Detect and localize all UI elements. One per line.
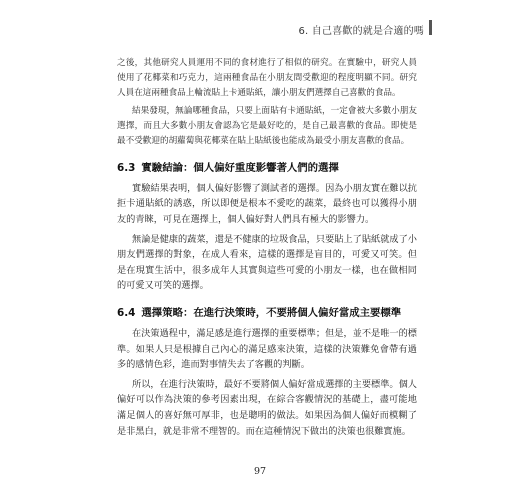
running-header: 6. 自己喜歡的就是合適的嗎: [298, 26, 424, 37]
page-number: 97: [253, 466, 267, 477]
section-number: 6.4: [117, 306, 136, 319]
section-6-4-paragraph-1: 在決策過程中，滿足感是進行選擇的重要標準；但是，並不是唯一的標準。如果人只是根據自己內心的滿足感來決策，這樣的決策難免會帶有過多的感情色彩，進而對事情失去了客觀的判斷。: [117, 327, 417, 371]
section-heading-6-3: [117, 159, 417, 174]
experiment-paragraph-1: 之後，其他研究人員運用不同的食材進行了相似的研究。在實驗中，研究人員使用了花椰菜和巧克力，這兩種食品在小朋友間受歡迎的程度明顯不同。研究人員在這兩種食品上輪流貼上卡通貼紙，讓小朋友們選擇自己喜歡的食品。: [117, 58, 417, 98]
experiment-paragraph-2: 結果發現，無論哪種食品，只要上面貼有卡通貼紙，一定會被大多數小朋友選擇，而且大多數小朋友會認為它是最好吃的，是自己最喜歡的食品。即使是最不受歡迎的胡蘿蔔與花椰菜在貼上貼紙後也能成為最受小朋友喜歡的食品。: [117, 106, 417, 146]
page-content: [117, 56, 417, 443]
section-title: 實驗結論：個人偏好重度影響著人們的選擇: [141, 161, 339, 174]
section-heading-6-4: [117, 304, 417, 319]
section-6-3-paragraph-2: 無論是健康的蔬菜，還是不健康的垃圾食品，只要貼上了貼紙就成了小朋友們選擇的對象，在成人看來，這樣的選擇是盲目的，可愛又可笑。但是在現實生活中，很多成年人其實與這些可愛的小朋友一樣，也在做相同的可愛又可笑的選擇。: [117, 233, 417, 292]
section-6-4-paragraph-2: 所以，在進行決策時，最好不要將個人偏好當成選擇的主要標準。個人偏好可以作為決策的參考因素出現，在綜合客觀情況的基礎上，盡可能地滿足個人的喜好無可厚非，也是聰明的做法。如果因為個人偏好而模糊了是非黑白，就是非常不理智的。而在這種情況下做出的決策也很難實施。: [117, 378, 417, 437]
section-number: 6.3: [117, 161, 136, 174]
section-title: 選擇策略：在進行決策時，不要將個人偏好當成主要標準: [141, 306, 402, 319]
section-6-3-paragraph-1: 實驗結果表明，個人偏好影響了測試者的選擇。因為小朋友實在難以抗拒卡通貼紙的誘惑，所以即便是根本不愛吃的蔬菜，最終也可以獲得小朋友的青睞，可見在選擇上，個人偏好對人們具有極大的影響力。: [117, 182, 417, 225]
header-bar: [429, 20, 432, 35]
